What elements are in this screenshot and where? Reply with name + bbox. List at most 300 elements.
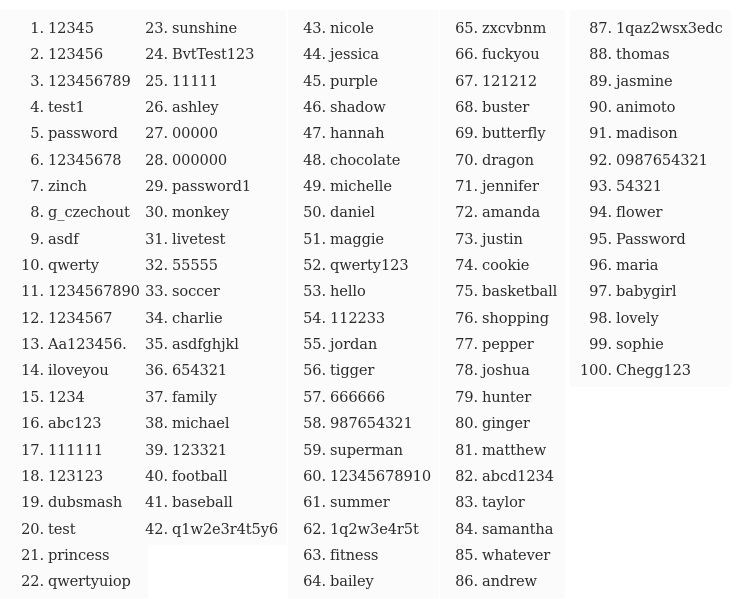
rank-number: 81. <box>455 441 478 459</box>
password-text: princess <box>48 546 110 564</box>
rank-number: 38. <box>145 415 168 433</box>
password-text: michelle <box>330 178 392 196</box>
rank-number: 36. <box>145 362 168 380</box>
list-item <box>128 174 278 200</box>
rank-number: 99. <box>589 336 612 354</box>
rank-number: 77. <box>455 336 478 354</box>
list-item <box>448 438 557 464</box>
list-item <box>296 253 431 279</box>
list-item <box>578 69 723 95</box>
rank-number: 49. <box>303 178 326 196</box>
rank-number: 5. <box>30 125 44 143</box>
password-text: fitness <box>330 546 379 564</box>
rank-number: 82. <box>455 467 478 485</box>
rank-number: 75. <box>455 283 478 301</box>
list-item <box>296 517 431 543</box>
rank-number: 3. <box>30 72 44 90</box>
list-item <box>296 464 431 490</box>
password-text: 54321 <box>616 178 662 196</box>
password-text: password <box>48 125 118 143</box>
list-item <box>296 121 431 147</box>
password-text: q1w2e3r4t5y6 <box>172 520 279 538</box>
list-item <box>128 200 278 226</box>
rank-number: 43. <box>303 20 326 37</box>
password-text: 121212 <box>482 72 538 90</box>
rank-number: 67. <box>455 72 478 90</box>
password-text: pepper <box>482 336 534 354</box>
rank-number: 14. <box>21 362 44 380</box>
list-item <box>4 438 140 464</box>
list-item <box>4 174 140 200</box>
password-text: whatever <box>482 546 551 564</box>
password-text: bailey <box>330 573 374 591</box>
password-text: jasmine <box>616 72 673 90</box>
password-text: BvtTest123 <box>172 46 255 64</box>
rank-number: 94. <box>589 204 612 222</box>
rank-number: 78. <box>455 362 478 380</box>
password-text: animoto <box>616 99 676 117</box>
password-text: daniel <box>330 204 375 222</box>
password-text: 1234 <box>48 388 85 406</box>
rank-number: 10. <box>21 257 44 275</box>
list-item <box>4 490 140 516</box>
password-text: monkey <box>172 204 230 222</box>
rank-number: 64. <box>303 573 326 591</box>
list-item <box>128 517 278 543</box>
list-item <box>296 306 431 332</box>
password-text: hello <box>330 283 366 301</box>
password-text: password1 <box>172 178 252 196</box>
list-item <box>448 464 557 490</box>
password-text: ginger <box>482 415 530 433</box>
password-text: 1234567890 <box>48 283 140 301</box>
list-item <box>448 490 557 516</box>
password-text: 123321 <box>172 441 228 459</box>
rank-number: 4. <box>30 99 44 117</box>
list-item <box>128 16 278 42</box>
password-text: 11111 <box>172 72 218 90</box>
list-item <box>578 332 723 358</box>
rank-number: 28. <box>145 151 168 169</box>
password-text: 654321 <box>172 362 228 380</box>
rank-number: 22. <box>21 573 44 591</box>
password-text: samantha <box>482 520 554 538</box>
rank-number: 63. <box>303 546 326 564</box>
password-text: 1234567 <box>48 309 113 327</box>
rank-number: 76. <box>455 309 478 327</box>
password-text: g_czechout <box>48 204 130 222</box>
rank-number: 11. <box>21 283 44 301</box>
password-list-column-2 <box>128 16 278 543</box>
password-text: livetest <box>172 230 226 248</box>
rank-number: 88. <box>589 46 612 64</box>
password-text: superman <box>330 441 403 459</box>
rank-number: 30. <box>145 204 168 222</box>
list-item <box>296 358 431 384</box>
list-item <box>448 148 557 174</box>
rank-number: 37. <box>145 388 168 406</box>
list-item <box>4 517 140 543</box>
password-list-column-1 <box>4 16 140 596</box>
list-item <box>128 385 278 411</box>
password-text: michael <box>172 415 230 433</box>
rank-number: 26. <box>145 99 168 117</box>
password-text: purple <box>330 72 378 90</box>
rank-number: 97. <box>589 283 612 301</box>
password-text: abc123 <box>48 415 102 433</box>
list-item <box>296 227 431 253</box>
rank-number: 100. <box>579 362 612 380</box>
list-item <box>4 69 140 95</box>
rank-number: 33. <box>145 283 168 301</box>
list-item <box>448 332 557 358</box>
rank-number: 46. <box>303 99 326 117</box>
list-item <box>4 95 140 121</box>
password-text: 00000 <box>172 125 218 143</box>
rank-number: 29. <box>145 178 168 196</box>
list-item <box>448 42 557 68</box>
list-item <box>448 306 557 332</box>
rank-number: 40. <box>145 467 168 485</box>
list-item <box>296 385 431 411</box>
rank-number: 27. <box>145 125 168 143</box>
rank-number: 68. <box>455 99 478 117</box>
list-item <box>296 148 431 174</box>
password-text: taylor <box>482 494 525 512</box>
rank-number: 32. <box>145 257 168 275</box>
rank-number: 96. <box>589 257 612 275</box>
list-item <box>128 490 278 516</box>
rank-number: 24. <box>145 46 168 64</box>
list-item <box>296 438 431 464</box>
list-item <box>578 306 723 332</box>
password-text: zxcvbnm <box>482 20 547 37</box>
list-item <box>128 121 278 147</box>
rank-number: 2. <box>30 46 44 64</box>
password-text: abcd1234 <box>482 467 554 485</box>
password-text: summer <box>330 494 390 512</box>
list-item <box>128 69 278 95</box>
list-item <box>448 174 557 200</box>
password-text: joshua <box>482 362 530 380</box>
password-text: 000000 <box>172 151 228 169</box>
list-item <box>128 438 278 464</box>
list-item <box>448 200 557 226</box>
rank-number: 25. <box>145 72 168 90</box>
password-text: amanda <box>482 204 541 222</box>
list-item <box>448 16 557 42</box>
list-item <box>4 306 140 332</box>
list-item <box>448 69 557 95</box>
password-text: hannah <box>330 125 385 143</box>
password-text: soccer <box>172 283 220 301</box>
list-item <box>4 358 140 384</box>
rank-number: 18. <box>21 467 44 485</box>
rank-number: 58. <box>303 415 326 433</box>
rank-number: 34. <box>145 309 168 327</box>
password-text: family <box>172 388 217 406</box>
list-item <box>448 411 557 437</box>
rank-number: 53. <box>303 283 326 301</box>
list-item <box>578 279 723 305</box>
rank-number: 83. <box>455 494 478 512</box>
password-text: justin <box>482 230 523 248</box>
password-text: qwerty123 <box>330 257 409 275</box>
list-item <box>578 358 723 384</box>
list-item <box>4 332 140 358</box>
password-text: zinch <box>48 178 87 196</box>
rank-number: 65. <box>455 20 478 37</box>
rank-number: 92. <box>589 151 612 169</box>
password-text: butterfly <box>482 125 546 143</box>
list-item <box>296 200 431 226</box>
password-text: maggie <box>330 230 384 248</box>
password-text: 1qaz2wsx3edc <box>616 20 723 37</box>
password-text: sunshine <box>172 20 238 37</box>
password-text: jordan <box>330 336 378 354</box>
list-item <box>296 16 431 42</box>
rank-number: 12. <box>21 309 44 327</box>
password-text: fuckyou <box>482 46 540 64</box>
password-list-column-4 <box>448 16 557 596</box>
password-list-column-3 <box>296 16 431 596</box>
list-item <box>296 411 431 437</box>
password-text: test <box>48 520 76 538</box>
password-text: ashley <box>172 99 219 117</box>
password-text: hunter <box>482 388 532 406</box>
list-item <box>578 200 723 226</box>
password-text: iloveyou <box>48 362 109 380</box>
rank-number: 70. <box>455 151 478 169</box>
rank-number: 54. <box>303 309 326 327</box>
list-item <box>128 332 278 358</box>
password-text: buster <box>482 99 530 117</box>
rank-number: 55. <box>303 336 326 354</box>
list-item <box>128 227 278 253</box>
password-text: 12345678910 <box>330 467 432 485</box>
rank-number: 91. <box>589 125 612 143</box>
password-text: Aa123456. <box>48 336 127 354</box>
list-item <box>578 227 723 253</box>
password-text: 12345 <box>48 20 94 37</box>
rank-number: 9. <box>30 230 44 248</box>
password-text: Password <box>616 230 686 248</box>
password-text: asdfghjkl <box>172 336 239 354</box>
list-item <box>296 95 431 121</box>
password-text: madison <box>616 125 678 143</box>
rank-number: 80. <box>455 415 478 433</box>
rank-number: 95. <box>589 230 612 248</box>
list-item <box>4 543 140 569</box>
list-item <box>578 42 723 68</box>
rank-number: 57. <box>303 388 326 406</box>
rank-number: 61. <box>303 494 326 512</box>
rank-number: 52. <box>303 257 326 275</box>
rank-number: 74. <box>455 257 478 275</box>
password-text: flower <box>616 204 663 222</box>
password-text: 0987654321 <box>616 151 708 169</box>
rank-number: 44. <box>303 46 326 64</box>
rank-number: 21. <box>21 546 44 564</box>
list-item <box>296 543 431 569</box>
list-item <box>578 148 723 174</box>
list-item <box>578 95 723 121</box>
password-text: qwerty <box>48 257 99 275</box>
rank-number: 50. <box>303 204 326 222</box>
rank-number: 7. <box>30 178 44 196</box>
rank-number: 19. <box>21 494 44 512</box>
list-item <box>448 358 557 384</box>
list-item <box>448 279 557 305</box>
password-text: nicole <box>330 20 374 37</box>
rank-number: 73. <box>455 230 478 248</box>
password-text: 123456 <box>48 46 104 64</box>
rank-number: 62. <box>303 520 326 538</box>
password-text: 1q2w3e4r5t <box>330 520 419 538</box>
rank-number: 93. <box>589 178 612 196</box>
list-item <box>128 464 278 490</box>
list-item <box>4 279 140 305</box>
password-text: thomas <box>616 46 670 64</box>
list-item <box>128 148 278 174</box>
rank-number: 85. <box>455 546 478 564</box>
rank-number: 71. <box>455 178 478 196</box>
password-text: asdf <box>48 230 79 248</box>
rank-number: 72. <box>455 204 478 222</box>
rank-number: 90. <box>589 99 612 117</box>
password-text: 12345678 <box>48 151 122 169</box>
list-item <box>578 174 723 200</box>
list-item <box>448 517 557 543</box>
password-text: shadow <box>330 99 386 117</box>
list-item <box>448 385 557 411</box>
rank-number: 86. <box>455 573 478 591</box>
list-item <box>296 174 431 200</box>
password-text: Chegg123 <box>616 362 691 380</box>
password-text: babygirl <box>616 283 677 301</box>
password-text: 112233 <box>330 309 386 327</box>
list-item <box>4 569 140 595</box>
list-item <box>4 385 140 411</box>
rank-number: 13. <box>21 336 44 354</box>
rank-number: 51. <box>303 230 326 248</box>
password-text: matthew <box>482 441 547 459</box>
rank-number: 1. <box>30 20 44 37</box>
password-text: 123456789 <box>48 72 131 90</box>
rank-number: 48. <box>303 151 326 169</box>
rank-number: 6. <box>30 151 44 169</box>
rank-number: 35. <box>145 336 168 354</box>
password-text: sophie <box>616 336 664 354</box>
list-item <box>128 358 278 384</box>
rank-number: 87. <box>589 20 612 37</box>
list-item <box>448 95 557 121</box>
password-text: dragon <box>482 151 534 169</box>
rank-number: 69. <box>455 125 478 143</box>
list-item <box>4 16 140 42</box>
password-text: jessica <box>330 46 379 64</box>
password-text: cookie <box>482 257 530 275</box>
password-text: chocolate <box>330 151 401 169</box>
list-item <box>448 543 557 569</box>
list-item <box>296 279 431 305</box>
list-item <box>448 569 557 595</box>
rank-number: 45. <box>303 72 326 90</box>
list-item <box>128 95 278 121</box>
rank-number: 23. <box>145 20 168 37</box>
list-item <box>4 121 140 147</box>
password-text: 111111 <box>48 441 104 459</box>
rank-number: 66. <box>455 46 478 64</box>
rank-number: 59. <box>303 441 326 459</box>
list-item <box>128 253 278 279</box>
list-item <box>578 16 723 42</box>
list-item <box>578 121 723 147</box>
list-item <box>128 306 278 332</box>
rank-number: 20. <box>21 520 44 538</box>
password-text: tigger <box>330 362 375 380</box>
rank-number: 89. <box>589 72 612 90</box>
rank-number: 56. <box>303 362 326 380</box>
rank-number: 84. <box>455 520 478 538</box>
rank-number: 98. <box>589 309 612 327</box>
password-text: football <box>172 467 228 485</box>
rank-number: 17. <box>21 441 44 459</box>
password-text: 123123 <box>48 467 104 485</box>
password-text: jennifer <box>482 178 539 196</box>
list-item <box>4 148 140 174</box>
list-item <box>448 121 557 147</box>
rank-number: 31. <box>145 230 168 248</box>
list-item <box>296 490 431 516</box>
password-text: 987654321 <box>330 415 413 433</box>
list-item <box>296 69 431 95</box>
password-text: maria <box>616 257 659 275</box>
list-item <box>4 227 140 253</box>
password-text: 55555 <box>172 257 218 275</box>
list-item <box>296 569 431 595</box>
rank-number: 60. <box>303 467 326 485</box>
password-text: shopping <box>482 309 549 327</box>
rank-number: 79. <box>455 388 478 406</box>
rank-number: 41. <box>145 494 168 512</box>
password-text: charlie <box>172 309 223 327</box>
password-text: andrew <box>482 573 537 591</box>
list-item <box>128 279 278 305</box>
list-item <box>296 332 431 358</box>
password-text: dubsmash <box>48 494 123 512</box>
rank-number: 47. <box>303 125 326 143</box>
list-item <box>448 227 557 253</box>
password-list-column-5 <box>578 16 723 385</box>
list-item <box>4 253 140 279</box>
password-text: basketball <box>482 283 558 301</box>
list-item <box>448 253 557 279</box>
password-text: qwertyuiop <box>48 573 131 591</box>
rank-number: 42. <box>145 520 168 538</box>
list-item <box>128 42 278 68</box>
list-item <box>4 200 140 226</box>
list-item <box>128 411 278 437</box>
rank-number: 39. <box>145 441 168 459</box>
list-item <box>4 411 140 437</box>
password-text: 666666 <box>330 388 386 406</box>
password-text: test1 <box>48 99 85 117</box>
list-item <box>296 42 431 68</box>
list-item <box>4 464 140 490</box>
list-item <box>4 42 140 68</box>
password-text: baseball <box>172 494 233 512</box>
